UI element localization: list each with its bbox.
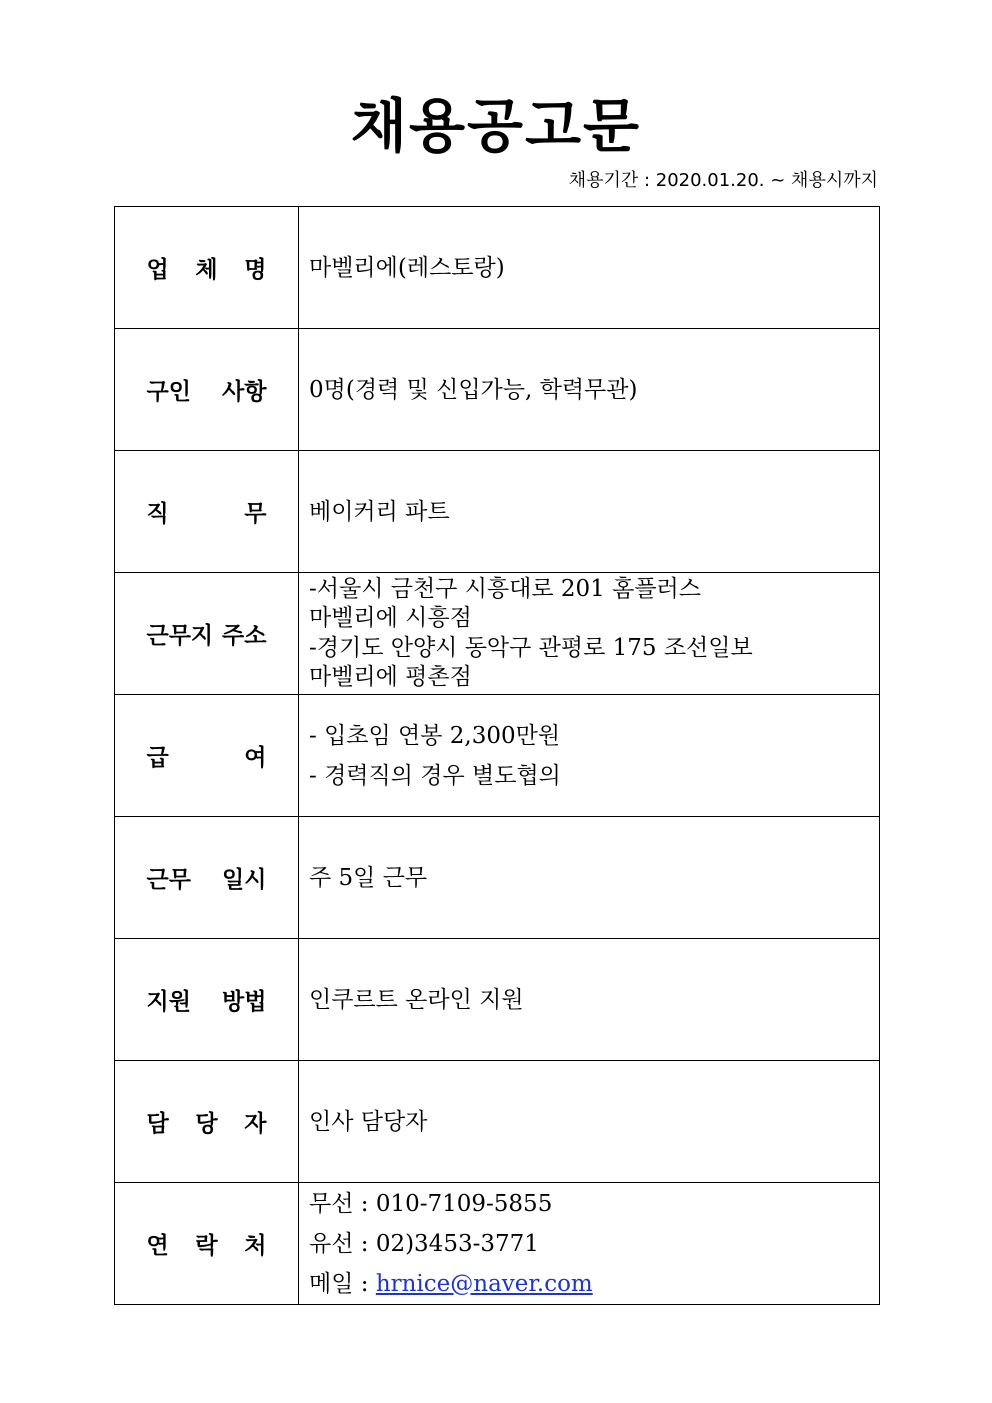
mobile-label: 무선 : [309, 1190, 376, 1217]
location-label-cell [115, 573, 299, 695]
job-notice-table [114, 206, 880, 1305]
phone-label: 유선 : [309, 1230, 376, 1257]
location-value-cell [299, 573, 880, 695]
manager-label-cell [115, 1061, 299, 1183]
location-line-2: 마벨리에 시흥점 [309, 605, 472, 631]
schedule-label: 근무 일시 [146, 866, 267, 893]
manager-value: 인사 담당자 [309, 1108, 428, 1135]
table-row-apply [115, 939, 880, 1061]
duty-label-cell [115, 451, 299, 573]
location-line-4: 마벨리에 평촌점 [309, 664, 472, 690]
salary-line-1: - 입초임 연봉 2,300만원 [309, 722, 561, 749]
table-row-location [115, 573, 880, 695]
email-link[interactable]: hrnice@naver.com [375, 1270, 593, 1297]
duty-value-cell [299, 451, 880, 573]
email-label: 메일 : [309, 1270, 376, 1297]
duty-label: 직 무 [146, 500, 267, 527]
location-line-3: -경기도 안양시 동악구 관평로 175 조선일보 [309, 634, 753, 661]
duty-value: 베이커리 파트 [309, 498, 450, 525]
table-row-contact [115, 1183, 880, 1305]
schedule-value-cell [299, 817, 880, 939]
salary-label-cell [115, 695, 299, 817]
location-label: 근무지 주소 [146, 622, 267, 649]
table-row-duty [115, 451, 880, 573]
contact-mobile-line [309, 1184, 879, 1224]
company-value: 마벨리에(레스토랑) [309, 254, 505, 281]
apply-value: 인쿠르트 온라인 지원 [309, 986, 524, 1013]
apply-label: 지원 방법 [146, 988, 267, 1015]
company-value-cell [299, 207, 880, 329]
contact-label: 연 락 처 [146, 1232, 267, 1259]
table-row-recruit [115, 329, 880, 451]
location-line-1: -서울시 금천구 시흥대로 201 홈플러스 [309, 575, 701, 602]
contact-label-cell [115, 1183, 299, 1305]
schedule-label-cell [115, 817, 299, 939]
schedule-value: 주 5일 근무 [309, 864, 428, 891]
manager-label: 담 당 자 [146, 1110, 267, 1137]
table-row-manager [115, 1061, 880, 1183]
salary-value-cell [299, 695, 880, 817]
mobile-number: 010-7109-5855 [375, 1190, 553, 1217]
manager-value-cell [299, 1061, 880, 1183]
apply-value-cell [299, 939, 880, 1061]
recruitment-period: 채용기간 : 2020.01.20. ~ 채용시까지 [568, 170, 878, 191]
table-row-company [115, 207, 880, 329]
recruit-value: 0명(경력 및 신입가능, 학력무관) [309, 376, 638, 403]
contact-email-line [309, 1264, 879, 1304]
company-label: 업 체 명 [146, 256, 267, 283]
contact-value-cell [299, 1183, 880, 1305]
apply-label-cell [115, 939, 299, 1061]
salary-line-2: - 경력직의 경우 별도협의 [309, 762, 561, 789]
recruit-value-cell [299, 329, 880, 451]
recruit-label: 구인 사항 [146, 378, 267, 405]
salary-label: 급 여 [146, 744, 267, 771]
phone-number: 02)3453-3771 [375, 1230, 539, 1257]
table-row-schedule [115, 817, 880, 939]
company-label-cell [115, 207, 299, 329]
document-title: 채용공고문 [350, 92, 642, 160]
recruit-label-cell [115, 329, 299, 451]
contact-phone-line [309, 1224, 879, 1264]
table-row-salary [115, 695, 880, 817]
